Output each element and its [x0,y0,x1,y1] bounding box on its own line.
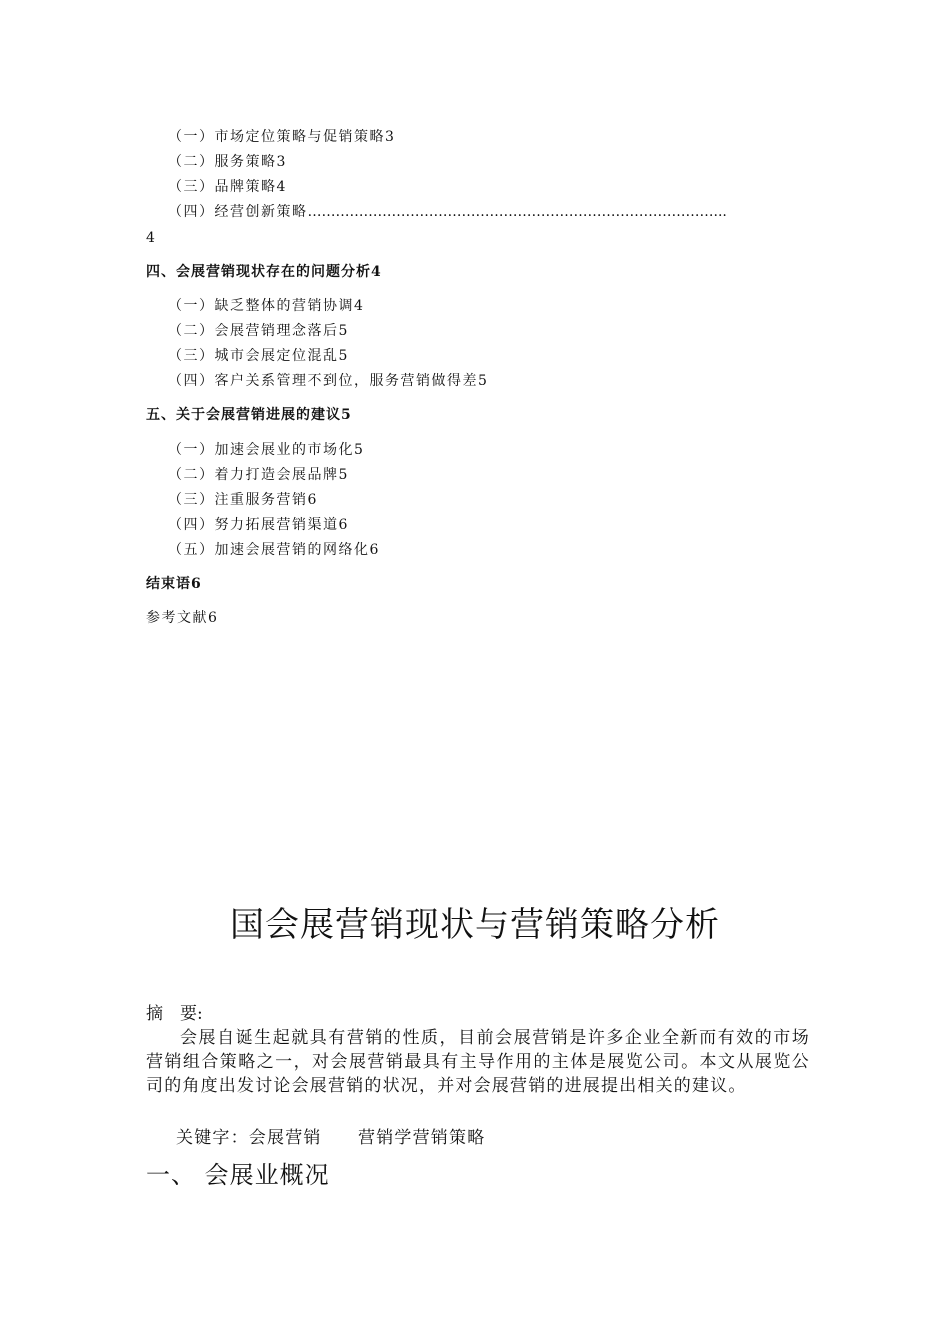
abstract-label: 摘 要: [146,1004,203,1024]
toc-item-service-strategy: （二）服务策略3 [168,154,287,170]
toc-conclusion: 结束语6 [146,576,202,592]
abstract-text: 会展自诞生起就具有营销的性质，目前会展营销是许多企业全新而有效的市场营销组合策略之一，对会展营销最具有主导作用的主体是展览公司。本文从展览公司的角度出发讨论会展营销的状况，并对会展营销的进展提出相关的建议。 [146,1028,810,1096]
toc-section-5-heading: 五、关于会展营销进展的建议5 [146,407,352,423]
toc-item-brand-strategy: （三）品牌策略4 [168,179,287,195]
toc-references: 参考文献6 [146,610,219,626]
section-1-title: 一、 会展业概况 [146,1161,330,1189]
toc-item-market-positioning: （一）市场定位策略与促销策略3 [168,129,396,145]
toc-item-label: （四）经营创新策略 [168,204,308,220]
toc-item-coordination: （一）缺乏整体的营销协调4 [168,298,365,314]
toc-leader-dots: ……………………………………………………………………………... [307,204,727,220]
toc-item-innovation-strategy [168,203,727,221]
keywords: 关键字：会展营销 营销学营销策略 [176,1128,486,1148]
toc-item-brand-building: （二）着力打造会展品牌5 [168,467,349,483]
toc-item-concept: （二）会展营销理念落后5 [168,323,349,339]
toc-item-crm: （四）客户关系管理不到位，服务营销做得差5 [168,373,489,389]
toc-item-channels: （四）努力拓展营销渠道6 [168,517,349,533]
toc-item-service-marketing: （三）注重服务营销6 [168,492,318,508]
toc-section-4-heading: 四、会展营销现状存在的问题分析4 [146,264,382,280]
toc-item-positioning: （三）城市会展定位混乱5 [168,348,349,364]
article-title: 国会展营销现状与营销策略分析 [230,905,720,945]
toc-item-page-number: 4 [146,230,157,246]
toc-item-networking: （五）加速会展营销的网络化6 [168,542,380,558]
toc-item-marketization: （一）加速会展业的市场化5 [168,442,365,458]
